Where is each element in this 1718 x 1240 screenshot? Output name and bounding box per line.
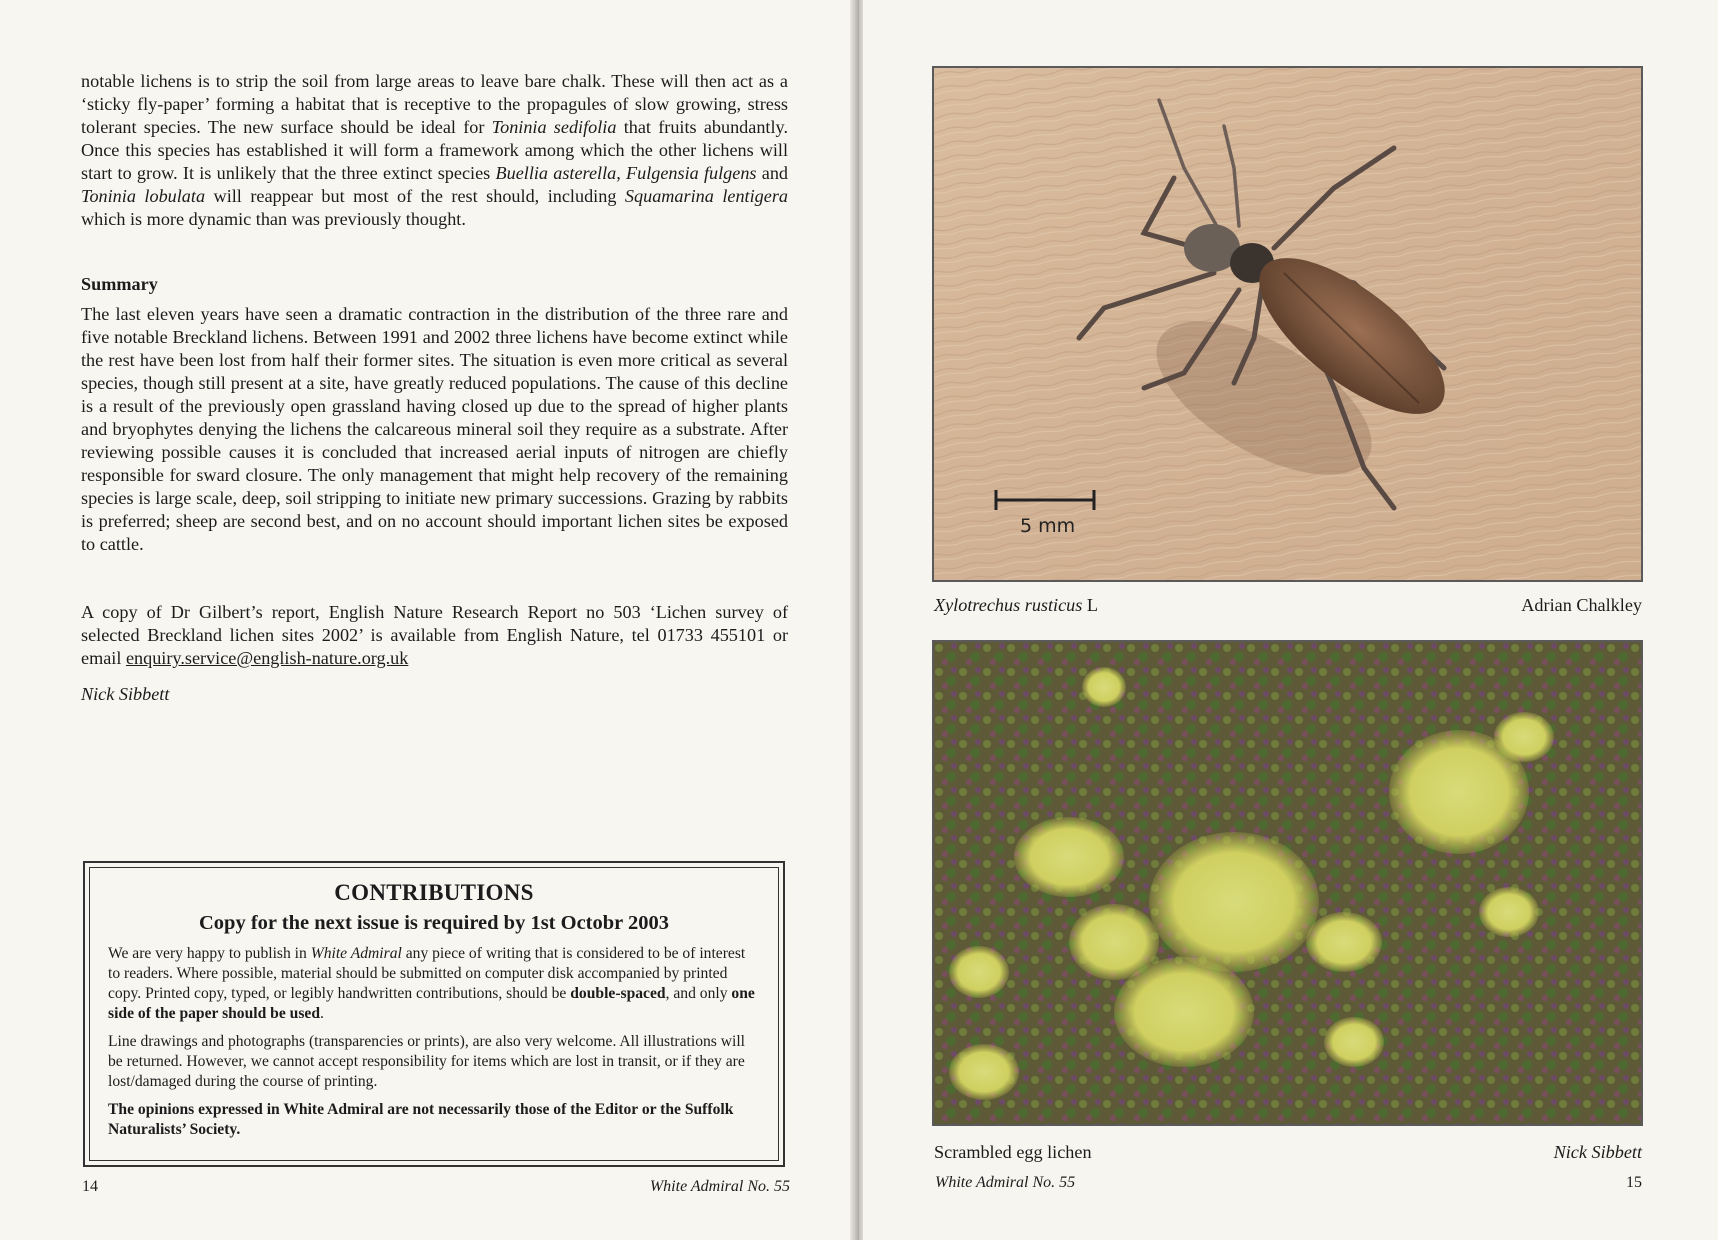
beetle-species-author: L [1082,595,1099,615]
text-run: We are very happy to publish in [108,945,311,962]
summary-paragraph [81,303,788,556]
text-run: that fruits abundantly. Once this species has established it will form a framework among which the other lichens will start to grow. It is unlikely that the three extinct species [81,117,788,183]
text-run: one side of the paper should be used [108,985,755,1022]
lichen-photo [932,640,1643,1126]
report-text [81,601,788,670]
lichen-photo-credit: Nick Sibbett [1553,1142,1642,1162]
text-run: Toninia lobulata [81,186,206,206]
text-run: . [320,1005,324,1022]
page-number-left: 14 [82,1178,98,1195]
contributions-box [83,861,785,1167]
text-run: any piece of writing that is considered to be of interest to readers. Where possible, material should be submitted on computer disk accompanied by printed copy. Printed copy, typed, or legibly handwritten contributions, should be [108,945,746,1002]
running-title-left: White Admiral No. 55 [649,1178,790,1195]
text-run: Squamarina lentigera [624,186,788,206]
text-run: White Admiral [310,945,402,962]
contributions-paragraph-2: Line drawings and photographs (transparencies or prints), are also very welcome. All illustrations will be returned. However, we cannot accept responsibility for items which are lost in transit, or if they are lost/damaged during the course of printing. [108,1033,746,1090]
left-page [0,0,853,1240]
text-run: and [756,163,789,183]
report-text-body: A copy of Dr Gilbert’s report, English Nature Research Report no 503 ‘Lichen survey of selected Breckland lichen sites 2002’ is available from English Nature, tel 01733 455101 or email [81,602,788,668]
rich-text [81,70,788,231]
text-run: Toninia sedifolia [491,117,617,137]
beetle-species-name: Xylotrechus rusticus [934,595,1083,615]
text-run: , and only [665,985,732,1002]
beetle-photo-credit: Adrian Chalkley [1521,595,1642,615]
text-run: notable lichens is to strip the soil from large areas to leave bare chalk. These will then act as a ‘sticky fly-paper’ forming a habitat that is receptive to the propagules of slow growing, stress tolerant species. The new surface should be ideal for [81,71,788,137]
text-run: will reappear but most of the rest should, including [205,186,625,206]
email-link[interactable]: enquiry.service@english-nature.org.uk [125,648,409,668]
summary-text: The last eleven years have seen a dramatic contraction in the distribution of the three rare and five notable Breckland lichens. Between 1991 and 2002 three lichens have become extinct while the rest have been lost from half their former sites. The situation is even more critical as several species, though still present at a site, have greatly reduced populations. The cause of this decline is a result of the previously open grassland having closed up due to the spread of higher plants and bryophytes denying the lichens the calcareous mineral soil they require as a substrate. After reviewing possible causes it is concluded that increased aerial inputs of nitrogen are chiefly responsible for sward closure. The only management that might help recovery of the remaining species is large scale, deep, soil stripping to initiate new primary successions. Grazing by rabbits is preferred; sheep are second best, and on no account should important lichen sites be exposed to cattle. [81,304,788,554]
contributions-deadline: Copy for the next issue is required by 1st Octobr 2003 [199,912,669,934]
summary-heading: Summary [81,274,158,294]
running-title-right: White Admiral No. 55 [935,1174,1076,1191]
lichen-caption: Scrambled egg lichen [934,1142,1092,1162]
body-paragraph-intro [81,70,788,231]
author-signature: Nick Sibbett [81,684,170,704]
text-run: which is more dynamic than was previously thought. [81,209,466,229]
contributions-disclaimer: The opinions expressed in White Admiral are not necessarily those of the Editor or the Suffolk Naturalists’ Society. [108,1101,734,1138]
beetle-photo [932,66,1643,582]
report-paragraph [81,601,788,670]
beetle-caption [934,595,1098,616]
beetle-illustration [934,68,1641,580]
text-run: Buellia asterella, Fulgensia fulgens [495,163,757,183]
contributions-inner-frame [89,867,779,1161]
lichen-illustration [934,642,1641,1124]
page-number-right: 15 [1626,1174,1642,1191]
contributions-title: CONTRIBUTIONS [334,880,534,905]
scale-label: 5 mm [1020,515,1076,537]
right-page [863,0,1718,1240]
contributions-paragraph-1 [108,944,760,1024]
text-run: double-spaced [570,985,666,1002]
